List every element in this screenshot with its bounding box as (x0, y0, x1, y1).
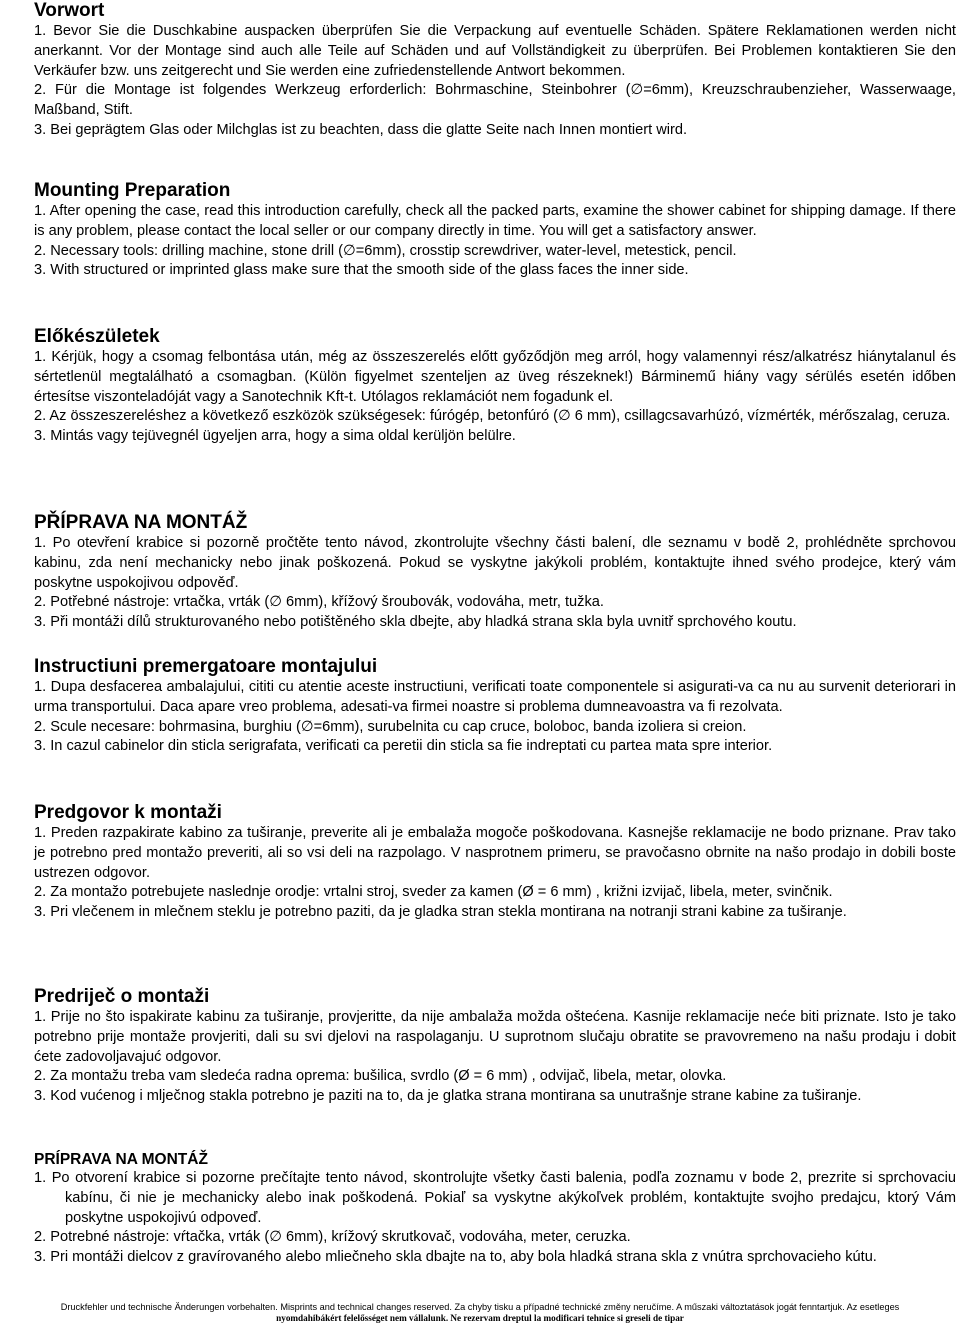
section-heading: Instructiuni premergatoare montajului (34, 656, 378, 677)
section-priprava-cz (34, 512, 956, 633)
section-heading: PRÍPRAVA NA MONTÁŽ (34, 1151, 208, 1168)
paragraph: 1. Kérjük, hogy a csomag felbontása után, még az összeszerelés előtt győződjön meg arról, hogy valamennyi rész/alkatrész hiánytalanul és sértetlenül megtalálható a csomagban. (Külön figyelmet szenteljen az üveg részeknek!) Bárminemű hiány vagy sérülés esetén időben értesítse viszonteladóját vagy a Sanotechnik Kft-t. Utólagos reklamációt nem fogadunk el. (34, 349, 956, 405)
section-heading: Predgovor k montaži (34, 802, 222, 823)
section-predrijec (34, 986, 956, 1107)
section-heading: Előkészületek (34, 326, 160, 347)
paragraph: 1. Po otevření krabice si pozorně pročtěte tento návod, zkontrolujte všechny části balení, dle seznamu v bodě 2, prohlédněte sprchovou kabinu, zda není mechanicky nebo jinak poškozená. Pokud se vyskytne jakýkoli problém, kontaktujte ihned svého prodejce, který vám poskytne uspokojivou odpověď. (34, 535, 956, 591)
paragraph: 3. Při montáži dílů strukturovaného nebo potištěného skla dbejte, aby hladká strana skla byla uvnitř sprchového koutu. (34, 614, 797, 631)
paragraph: 1. Po otvorení krabice si pozorne prečítajte tento návod, skontrolujte všetky časti balenia, podľa zoznamu v bode 2, prezrite si sprchovaciu kabínu, či nie je mechanicky alebo inak poškodená. Pokiaľ sa vyskytne akýkoľvek problém, kontaktujte svojho predajcu, ktorý Vám poskytne uspokojivú odpoveď. (34, 1170, 956, 1226)
section-heading: Predriječ o montaži (34, 986, 210, 1007)
paragraph: 3. With structured or imprinted glass make sure that the smooth side of the glass faces the inner side. (34, 262, 689, 279)
paragraph: 2. Az összeszereléshez a következő eszközök szükségesek: fúrógép, betonfúró (∅ 6 mm), csillagcsavarhúzó, vízmérték, mérőszalag, ceruza. (34, 408, 951, 425)
section-elokeszuletek (34, 326, 956, 447)
paragraph: 1. Preden razpakirate kabino za tuširanje, preverite ali je embalaža mogoče poškodovana. Kasnejše reklamacije ne bodo priznane. Prav tako je potrebno pred montažo preveriti, ali so vsi deli na razpolago. V nasprotnem primeru, se pravočasno obrnite na našo prodajo in dobili boste ustrezen odgovor. (34, 825, 956, 881)
paragraph: 2. Potrebné nástroje: vŕtačka, vrták (∅ 6mm), krížový skrutkovač, vodováha, meter, ceruzka. (34, 1229, 631, 1246)
paragraph: 2. Za montažu treba vam sledeća radna oprema: bušilica, svrdlo (Ø = 6 mm) , odvijač, libela, metar, olovka. (34, 1068, 727, 1085)
section-priprava-sk (34, 1150, 956, 1268)
section-heading: PŘÍPRAVA NA MONTÁŽ (34, 512, 248, 533)
section-heading: Mounting Preparation (34, 180, 231, 201)
footer-disclaimer (0, 1302, 960, 1324)
footer-line: nyomdahibákért felelősséget nem vállalunk. Ne rezervam dreptul la modificari tehnice si greseli de tipar (276, 1313, 684, 1323)
section-vorwort (34, 0, 956, 141)
paragraph: 1. Dupa desfacerea ambalajului, cititi cu atentie aceste instructiuni, verificati toate componentele si asigurati-va ca nu au survenit deteriorari in urma transportului. Daca apare vreo problema, adesati-va firmei noastre si problema dumneavoastra va fi rezolvata. (34, 679, 956, 715)
paragraph: 3. Pri montáži dielcov z gravírovaného alebo mliečneho skla dbajte na to, aby bola hladká strana skla z vnútra sprchovacieho kútu. (34, 1249, 877, 1266)
paragraph: 2. Für die Montage ist folgendes Werkzeug erforderlich: Bohrmaschine, Steinbohrer (∅=6mm), Kreuzschraubenzieher, Wasserwaage, Maßband, Stift. (34, 82, 956, 119)
section-mounting-preparation (34, 180, 956, 281)
paragraph: 3. Pri vlečenem in mlečnem steklu je potrebno paziti, da je gladka stran stekla montirana na notranji strani kabine za tuširanje. (34, 904, 847, 921)
paragraph: 3. In cazul cabinelor din sticla serigrafata, verificati ca peretii din sticla sa fie indreptati cu partea mata spre interior. (34, 738, 773, 755)
section-instructiuni (34, 656, 956, 757)
paragraph: 3. Bei geprägtem Glas oder Milchglas ist zu beachten, dass die glatte Seite nach Innen montiert wird. (34, 121, 688, 138)
paragraph: 1. Prije no što ispakirate kabinu za tuširanje, provjeritte, da nije ambalaža možda oštećena. Kasnije reklamacije neće biti priznate. Isto je tako potrebno prije montaže provjeriti, dali su svi djelovi na raspolaganju. U suprotnom slučaju obratite se pravovremeno na našu prodaju i dobit ćete zadovoljavajuć odgovor. (34, 1009, 956, 1065)
paragraph: 1. After opening the case, read this introduction carefully, check all the packed parts, examine the shower cabinet for shipping damage. If there is any problem, please contact the local seller or our company directly in time. You will get a satisfactory answer. (34, 203, 956, 239)
paragraph: 2. Za montažo potrebujete naslednje orodje: vrtalni stroj, sveder za kamen (Ø = 6 mm) , križni izvijač, libela, meter, svinčnik. (34, 884, 833, 901)
paragraph: 3. Mintás vagy tejüvegnél ügyeljen arra, hogy a sima oldal kerüljön belülre. (34, 428, 516, 445)
section-predgovor (34, 802, 956, 923)
paragraph: 1. Bevor Sie die Duschkabine auspacken überprüfen Sie die Verpackung auf eventuelle Schäden. Spätere Reklamationen werden nicht anerkannt. Vor der Montage sind auch alle Teile auf Schäden und auf Vollständigkeit zu überprüfen. Bei Problemen kontaktieren Sie den Verkäufer bzw. uns zeitgerecht und Sie werden eine zufriedenstellende Antwort bekommen. (34, 23, 956, 79)
section-heading: Vorwort (34, 0, 105, 21)
paragraph: 2. Necessary tools: drilling machine, stone drill (∅=6mm), crosstip screwdriver, water-level, metestick, pencil. (34, 242, 737, 259)
paragraph: 3. Kod vućenog i mlječnog stakla potrebno je paziti na to, da je glatka strana montirana sa unutrašnje strane kabine za tuširanje. (34, 1088, 862, 1105)
paragraph: 2. Potřebné nástroje: vrtačka, vrták (∅ 6mm), křížový šroubovák, vodováha, metr, tužka. (34, 594, 604, 611)
paragraph: 2. Scule necesare: bohrmasina, burghiu (∅=6mm), surubelnita cu cap cruce, boloboc, banda izoliera si creion. (34, 718, 747, 735)
footer-line: Druckfehler und technische Änderungen vorbehalten. Misprints and technical changes reserved. Za chyby tisku a případné technické změny neručíme. A műszaki változtatások jogát fenntartjuk. Az esetleges (60, 1302, 900, 1312)
